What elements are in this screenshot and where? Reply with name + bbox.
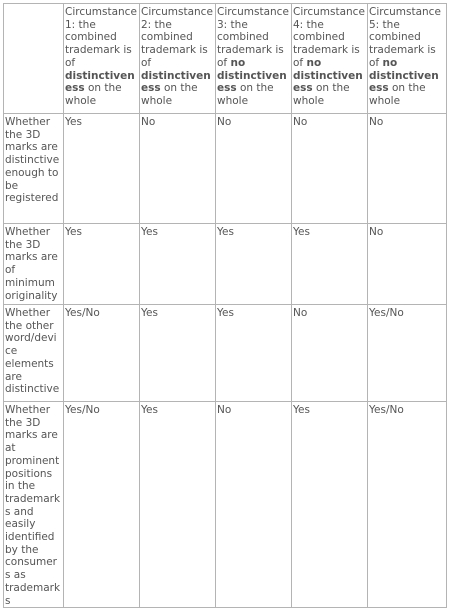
table-cell: No (368, 224, 447, 305)
table-cell: Yes/No (64, 305, 140, 402)
row-label: Whether the other word/device elements are distinctive (4, 305, 64, 402)
table-cell: No (140, 114, 216, 224)
column-header-1 (64, 4, 140, 114)
table-row (4, 114, 447, 224)
table-cell: No (216, 114, 292, 224)
table-cell: Yes (64, 224, 140, 305)
corner-cell (4, 4, 64, 114)
column-header-text: Circumstance 4: the combined trademark is of (293, 6, 365, 69)
column-header-emphasis: no distinctiveness (369, 56, 439, 95)
table-cell: Yes/No (368, 305, 447, 402)
column-header-text: on the whole (369, 82, 426, 107)
column-header-4 (292, 4, 368, 114)
column-header-2 (140, 4, 216, 114)
table-cell: No (292, 114, 368, 224)
table-cell: No (216, 402, 292, 608)
column-header-emphasis: no distinctiveness (293, 56, 363, 95)
table-cell: Yes (140, 224, 216, 305)
row-label: Whether the 3D marks are at prominent positions in the trademarks and easily identified by the consumers as trademarks (4, 402, 64, 608)
column-header-text: on the whole (293, 82, 350, 107)
table-row (4, 224, 447, 305)
column-header-text: Circumstance 2: the combined trademark is of (141, 6, 213, 69)
column-header-emphasis: distinctiveness (65, 69, 135, 95)
table-cell: Yes/No (64, 402, 140, 608)
comparison-table (3, 3, 447, 608)
column-header-text: on the whole (217, 82, 274, 107)
table-cell: Yes/No (368, 402, 447, 608)
table-cell: Yes (140, 305, 216, 402)
table-row (4, 305, 447, 402)
column-header-text: Circumstance 1: the combined trademark is of (65, 6, 137, 69)
row-label: Whether the 3D marks are of minimum originality (4, 224, 64, 305)
row-label: Whether the 3D marks are distinctive enough to be registered (4, 114, 64, 224)
table-cell: Yes (292, 402, 368, 608)
table-cell: No (368, 114, 447, 224)
table-cell: Yes (64, 114, 140, 224)
column-header-text: Circumstance 3: the combined trademark is of (217, 6, 289, 69)
column-header-text: on the whole (141, 82, 198, 107)
table-cell: Yes (216, 305, 292, 402)
header-row (4, 4, 447, 114)
column-header-5 (368, 4, 447, 114)
table-cell: No (292, 305, 368, 402)
column-header-emphasis: distinctiveness (141, 69, 211, 95)
table-cell: Yes (216, 224, 292, 305)
table-cell: Yes (140, 402, 216, 608)
column-header-text: on the whole (65, 82, 122, 107)
column-header-3 (216, 4, 292, 114)
table-row (4, 402, 447, 608)
column-header-emphasis: no distinctiveness (217, 56, 287, 95)
column-header-text: Circumstance 5: the combined trademark is of (369, 6, 441, 69)
table-cell: Yes (292, 224, 368, 305)
